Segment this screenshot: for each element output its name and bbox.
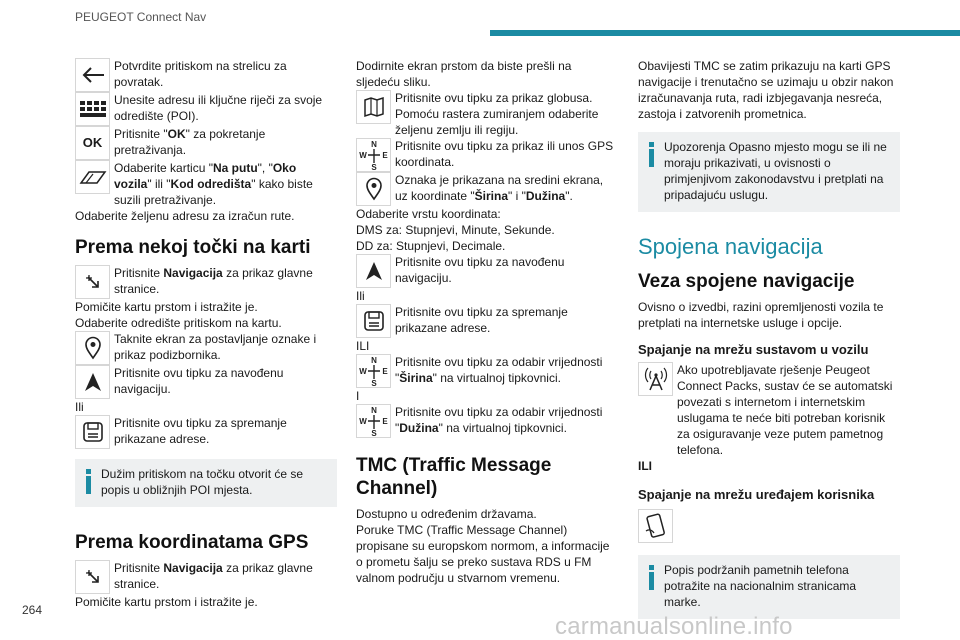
paragraph: Obavijesti TMC se zatim prikazuju na karti GPS navigacije i trenutačno se uzimaju u obzir nakon izračunavanja ruta, radi izbjegavanja nesreća, zastoja i zatvorenih prometnica.	[638, 59, 894, 121]
instruction-text: Oznaka je prikazana na sredini ekrana, uz koordinate "Širina" i "Dužina".	[395, 173, 604, 203]
back-arrow-icon	[75, 58, 110, 92]
paragraph: DMS za: Stupnjevi, Minute, Sekunde.	[356, 223, 555, 237]
svg-text:N: N	[370, 406, 377, 415]
instruction-text: Pritisnite Navigacija za prikaz glavne stranice.	[114, 266, 313, 296]
instruction-row	[356, 254, 618, 288]
svg-text:E: E	[381, 367, 388, 376]
paragraph: Odaberite vrstu koordinata:	[356, 207, 501, 221]
navigation-icon	[75, 560, 110, 594]
instruction-row	[75, 560, 337, 594]
globe-map-icon	[356, 90, 391, 124]
instruction-text: Odaberite karticu "Na putu", "Oko vozila" ili "Kod odredišta" kako biste suzili pretraživanje.	[114, 161, 313, 207]
instruction-row	[356, 304, 618, 338]
svg-text:W: W	[358, 367, 367, 376]
paragraph: Ili	[356, 289, 365, 303]
svg-text:N: N	[370, 140, 377, 149]
header-title: PEUGEOT Connect Nav	[75, 10, 207, 24]
info-icon	[648, 139, 654, 203]
svg-text:W: W	[358, 151, 367, 160]
info-note	[638, 555, 900, 619]
compass-icon	[356, 138, 391, 172]
guidance-arrow-icon	[356, 254, 391, 288]
paragraph: Dodirnite ekran prstom da biste prešli na sljedeću sliku.	[356, 59, 572, 89]
note-text: Dužim pritiskom na točku otvorit će se popis u obližnjih POI mjesta.	[101, 467, 304, 497]
save-icon	[356, 304, 391, 338]
paragraph: ILI	[356, 339, 370, 353]
instruction-row	[75, 331, 337, 365]
paragraph: DD za: Stupnjevi, Decimale.	[356, 239, 506, 253]
compass-icon	[356, 404, 391, 438]
instruction-row	[75, 265, 337, 299]
paragraph: Ovisno o izvedbi, razini opremljenosti vozila te pretplati na internetske usluge i opcije.	[638, 300, 884, 330]
instruction-text: Pritisnite ovu tipku za odabir vrijednosti "Širina" na virtualnoj tipkovnici.	[395, 355, 603, 385]
ok-button-icon	[75, 126, 110, 160]
compass-icon	[356, 354, 391, 388]
instruction-row	[356, 90, 618, 138]
info-note	[638, 132, 900, 212]
instruction-text: Pritisnite "OK" za pokretanje pretraživanja.	[114, 127, 266, 157]
paragraph: Dostupno u određenim državama.	[356, 507, 537, 521]
heading-gps: Prema koordinatama GPS	[75, 532, 309, 553]
instruction-row	[356, 138, 618, 172]
instruction-text: Taknite ekran za postavljanje oznake i prikaz podizbornika.	[114, 332, 317, 362]
instruction-text: Pritisnite ovu tipku za spremanje prikazane adrese.	[114, 416, 287, 446]
paragraph: Ili	[75, 400, 84, 414]
paragraph: Odaberite odredište pritiskom na kartu.	[75, 316, 282, 330]
instruction-text: Pritisnite ovu tipku za prikaz globusa. Pomoću rastera zumiranjem odaberite željenu zemlju ili regiju.	[395, 91, 599, 137]
instruction-text: Pritisnite ovu tipku za navođenu navigaciju.	[114, 366, 284, 396]
save-icon	[75, 415, 110, 449]
heading-vehicle-network: Spajanje na mrežu sustavom u vozilu	[638, 342, 869, 357]
column-1	[75, 58, 337, 610]
heading-map-point: Prema nekoj točki na karti	[75, 237, 311, 258]
instruction-text: Potvrdite pritiskom na strelicu za povratak.	[114, 59, 287, 89]
instruction-row	[356, 172, 618, 206]
svg-text:S: S	[370, 163, 377, 171]
instruction-text: Pritisnite ovu tipku za prikaz ili unos GPS koordinata.	[395, 139, 614, 169]
info-icon	[85, 466, 91, 498]
svg-text:S: S	[370, 379, 377, 387]
paragraph: I	[356, 389, 360, 403]
heading-tmc: TMC (Traffic Message Channel)	[356, 455, 552, 499]
ok-icon-label: OK	[82, 135, 103, 150]
instruction-text: Pritisnite ovu tipku za spremanje prikazane adrese.	[395, 305, 568, 335]
instruction-row	[356, 354, 618, 388]
map-pin-icon	[356, 172, 391, 206]
instruction-row	[75, 92, 337, 126]
instruction-text: Ako upotrebljavate rješenje Peugeot Connect Packs, sustav će se automatski povezati s internetom i internetskim uslugama te neće biti potreban korisnik za osiguravanje veze putem pametnog telefona.	[677, 363, 893, 457]
paragraph: Odaberite željenu adresu za izračun rute.	[75, 209, 295, 223]
instruction-row	[75, 365, 337, 399]
instruction-text: Pritisnite ovu tipku za navođenu navigaciju.	[395, 255, 565, 285]
paragraph: ILI	[638, 459, 652, 473]
paragraph: Pomičite kartu prstom i istražite je.	[75, 300, 258, 314]
paragraph: Poruke TMC (Traffic Message Channel) propisane su europskom normom, a informacije o prometu šalju se preko sustava RDS u FM valnom području u stvarnom vremenu.	[356, 523, 610, 585]
heading-connection: Veza spojene navigacije	[638, 271, 855, 292]
instruction-row	[356, 404, 618, 438]
instruction-row	[75, 415, 337, 449]
column-3	[638, 58, 900, 619]
svg-text:S: S	[370, 429, 377, 437]
route-tab-icon	[75, 160, 110, 194]
heading-user-device: Spajanje na mrežu uređajem korisnika	[638, 487, 875, 502]
map-pin-icon	[75, 331, 110, 365]
svg-text:W: W	[358, 417, 367, 426]
antenna-icon	[638, 362, 673, 396]
svg-text:E: E	[381, 417, 388, 426]
instruction-row	[638, 509, 900, 543]
instruction-text: Pritisnite Navigacija za prikaz glavne stranice.	[114, 561, 313, 591]
instruction-text: Unesite adresu ili ključne riječi za svoje odredište (POI).	[114, 93, 323, 123]
page-number: 264	[22, 603, 43, 617]
guidance-arrow-icon	[75, 365, 110, 399]
instruction-row	[75, 160, 337, 208]
instruction-row	[75, 126, 337, 160]
svg-text:E: E	[381, 151, 388, 160]
paragraph: Pomičite kartu prstom i istražite je.	[75, 595, 258, 609]
navigation-icon	[75, 265, 110, 299]
section-title: Spojena navigacija	[638, 234, 823, 259]
keyboard-icon	[75, 92, 110, 126]
smartphone-icon	[638, 509, 673, 543]
header-accent-bar	[490, 30, 960, 36]
instruction-row	[75, 58, 337, 92]
column-2	[356, 58, 618, 586]
note-text: Popis podržanih pametnih telefona potražite na nacionalnim stranicama marke.	[664, 563, 857, 609]
note-text: Upozorenja Opasno mjesto mogu se ili ne moraju prikazivati, u ovisnosti o primjenjivom zakonodavstvu i pretplati na pripadajuću uslugu.	[664, 140, 887, 202]
info-icon	[648, 562, 654, 610]
info-note	[75, 459, 337, 507]
svg-text:N: N	[370, 356, 377, 365]
watermark: carmanualsonline.info	[555, 613, 793, 640]
instruction-text: Pritisnite ovu tipku za odabir vrijednosti "Dužina" na virtualnoj tipkovnici.	[395, 405, 603, 435]
instruction-row	[638, 362, 900, 458]
